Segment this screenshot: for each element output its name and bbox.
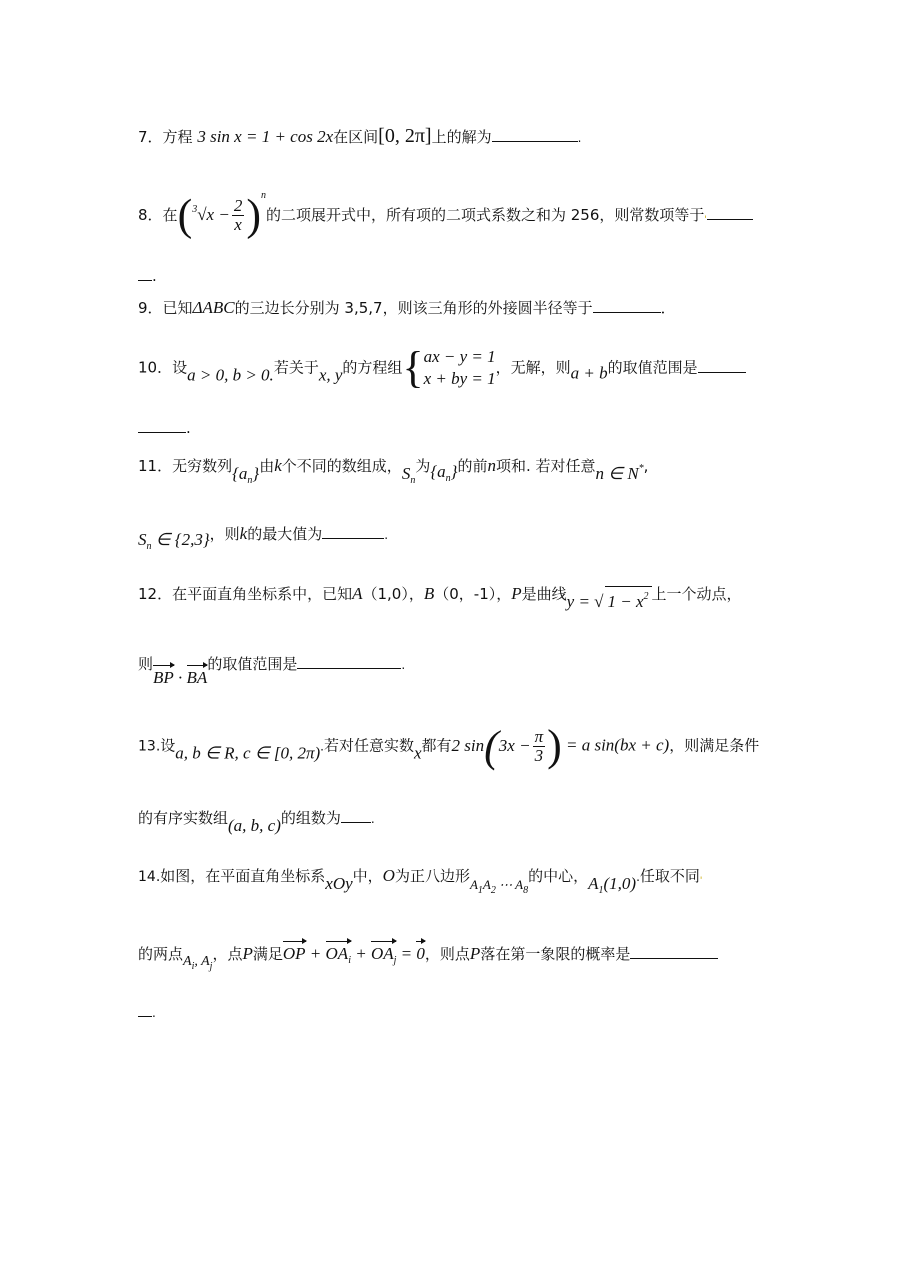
answer-blank — [492, 127, 578, 142]
answer-blank — [707, 205, 753, 220]
problem-14-cont2: . — [138, 1002, 156, 1023]
answer-blank — [138, 266, 152, 281]
answer-blank — [593, 298, 661, 313]
answer-blank — [698, 358, 746, 373]
answer-blank — [322, 524, 384, 539]
problem-11-cont: $S_n$ ∈ {2,3}，则k的最大值为 . — [138, 524, 389, 552]
problem-8-cont: . — [138, 266, 157, 286]
problem-13-cont: 的有序实数组(a, b, c)的组数为 . — [138, 809, 375, 835]
problem-10-cont: . — [138, 418, 191, 438]
equation-system: ax − y = 1 x + by = 1 — [423, 347, 496, 388]
dot-product: BP · BA — [153, 668, 208, 687]
answer-blank — [138, 1002, 152, 1017]
problem-7: 7．方程 3 sin x = 1 + cos 2x在区间[0, 2π]上的解为 . — [138, 125, 582, 147]
triangle-symbol: ΔABC — [192, 298, 235, 317]
interval: [0, 2π] — [378, 125, 432, 147]
problem-14: 14.如图，在平面直角坐标系xOy中，O为正八边形$A_1A_2$ ⋯ $A_8$的中心，$A_1(1,0)$.任取不同' — [138, 866, 703, 896]
problem-9: 9．已知ΔABC的三边长分别为 3,5,7，则该三角形的外接圆半径等于 ． — [138, 298, 676, 317]
vector-equation: OP + $OA_i + OA_j = 0$ — [283, 944, 425, 963]
answer-blank — [138, 418, 186, 433]
answer-blank — [341, 808, 371, 823]
answer-blank — [630, 944, 718, 959]
problem-13: 13.设a, b ∈ R, c ∈ [0, 2π).若对任意实数x都有2 sin(3x − $\frac{\pi}{3}$ ) = a sin(bx + c)，则满足条件 — [138, 721, 760, 771]
equation: 3 sin x = 1 + cos 2x — [197, 127, 334, 146]
trig-identity: 2 sin(3x − — [451, 721, 531, 771]
problem-10: 10．设a > 0, b > 0.若关于x, y的方程组{ ax − y = 1 x + by = 1 ，无解，则a + b的取值范围是 — [138, 346, 746, 390]
problem-14-cont: 的两点$A_i$, $A_j$，点P满足OP + $OA_i + OA_j = 0$，则点P落在第一象限的概率是 — [138, 944, 718, 977]
answer-blank — [297, 654, 401, 669]
problem-11: 11．无穷数列$\{a_n\}$由k个不同的数组成，$S_n$为$\{a_n\}$的前n项和. 若对任意n ∈ N*, — [138, 456, 649, 486]
problem-12: 12．在平面直角坐标系中，已知A（1,0），B（0，-1），P是曲线y = √ $1 - x^2$ 上一个动点， — [138, 584, 742, 611]
curve-equation: y = √ $1 - x^2$ — [567, 592, 652, 611]
binomial-expression: $^3$√x − — [192, 204, 230, 224]
problem-8: 8．在($^3$√x − $\frac{2}{x}$ )$^n$的二项展开式中，所有项的二项式系数之和为 256，则常数项等于' — [138, 186, 753, 238]
problem-12-cont: 则BP · BA的取值范围是 . — [138, 655, 406, 687]
